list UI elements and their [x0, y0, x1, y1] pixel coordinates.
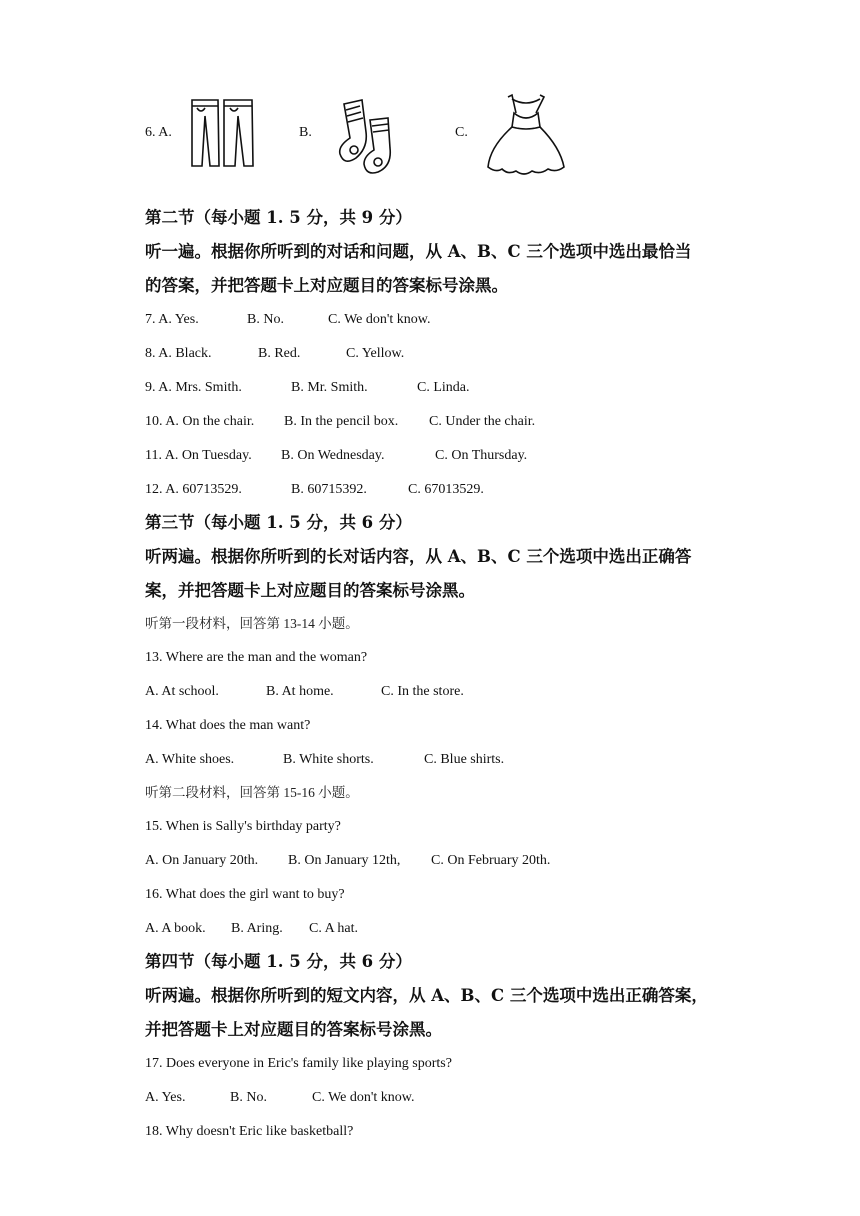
q13-option-b: B. At home. — [266, 684, 334, 699]
q16-question: 16. What does the girl want to buy? — [145, 887, 345, 902]
q12-option-b: B. 60715392. — [291, 482, 367, 497]
q18-question: 18. Why doesn't Eric like basketball? — [145, 1124, 354, 1139]
q15-option-a: A. On January 20th. — [145, 853, 259, 868]
dress-icon — [484, 93, 568, 179]
q8-option-c: C. Yellow. — [346, 346, 405, 361]
q15-question: 15. When is Sally's birthday party? — [145, 819, 341, 834]
section3-title: 第三节（每小题 1. 5 分，共 6 分） — [145, 513, 412, 532]
q16-option-b: B. Aring. — [231, 921, 283, 936]
section4-instruction-1: 听两遍。根据你所听到的短文内容，从 A、B、C 三个选项中选出正确答案， — [145, 986, 708, 1005]
q13-option-a: A. At school. — [145, 684, 219, 699]
q6-option-c: C. — [455, 125, 468, 140]
q14-option-c: C. Blue shirts. — [424, 752, 505, 767]
question-17-options — [145, 1089, 415, 1107]
q14-question: 14. What does the man want? — [145, 718, 311, 733]
socks-icon — [334, 98, 396, 176]
q16-option-a: A. A book. — [145, 921, 206, 936]
q14-option-b: B. White shorts. — [283, 752, 374, 767]
section3-instruction-1: 听两遍。根据你所听到的长对话内容，从 A、B、C 三个选项中选出正确答 — [145, 547, 692, 566]
q17-option-a: A. Yes. — [145, 1090, 186, 1105]
q9-option-a: 9. A. Mrs. Smith. — [145, 380, 242, 395]
q11-option-b: B. On Wednesday. — [281, 448, 385, 463]
q7-option-b: B. No. — [247, 312, 284, 327]
q14-option-a: A. White shoes. — [145, 752, 235, 767]
section4-title: 第四节（每小题 1. 5 分，共 6 分） — [145, 952, 412, 971]
question-10 — [145, 413, 535, 431]
q6-option-b: B. — [299, 125, 312, 140]
question-14-options — [145, 751, 504, 769]
section3-note-2: 听第二段材料，回答第 15-16 小题。 — [145, 785, 359, 800]
q10-option-c: C. Under the chair. — [429, 414, 536, 429]
q16-option-c: C. A hat. — [309, 921, 359, 936]
question-15-options — [145, 852, 550, 870]
trousers-icon — [188, 96, 256, 170]
q13-option-c: C. In the store. — [381, 684, 464, 699]
section2-instruction-1: 听一遍。根据你所听到的对话和问题，从 A、B、C 三个选项中选出最恰当 — [145, 242, 692, 261]
q17-option-b: B. No. — [230, 1090, 267, 1105]
question-12 — [145, 481, 484, 499]
q8-option-b: B. Red. — [258, 346, 301, 361]
q6-label: 6. A. — [145, 125, 172, 140]
q7-option-c: C. We don't know. — [328, 312, 431, 327]
question-11 — [145, 447, 527, 465]
q11-option-c: C. On Thursday. — [435, 448, 528, 463]
question-16-options — [145, 920, 358, 938]
question-7 — [145, 311, 431, 329]
section3-note-1: 听第一段材料，回答第 13-14 小题。 — [145, 616, 359, 631]
q15-option-c: C. On February 20th. — [431, 853, 551, 868]
q17-question: 17. Does everyone in Eric's family like playing sports? — [145, 1056, 452, 1071]
section4-instruction-2: 并把答题卡上对应题目的答案标号涂黑。 — [145, 1020, 442, 1039]
section3-instruction-2: 案，并把答题卡上对应题目的答案标号涂黑。 — [145, 581, 475, 600]
q12-option-c: C. 67013529. — [408, 482, 484, 497]
q11-option-a: 11. A. On Tuesday. — [145, 448, 252, 463]
question-8 — [145, 345, 404, 363]
q10-option-b: B. In the pencil box. — [284, 414, 399, 429]
section2-title: 第二节（每小题 1. 5 分，共 9 分） — [145, 208, 412, 227]
q12-option-a: 12. A. 60713529. — [145, 482, 242, 497]
q10-option-a: 10. A. On the chair. — [145, 414, 255, 429]
q15-option-b: B. On January 12th, — [288, 853, 401, 868]
question-13-options — [145, 683, 464, 701]
section2-instruction-2: 的答案，并把答题卡上对应题目的答案标号涂黑。 — [145, 276, 508, 295]
q8-option-a: 8. A. Black. — [145, 346, 212, 361]
q17-option-c: C. We don't know. — [312, 1090, 415, 1105]
question-9 — [145, 379, 470, 397]
q9-option-b: B. Mr. Smith. — [291, 380, 368, 395]
q9-option-c: C. Linda. — [417, 380, 470, 395]
q13-question: 13. Where are the man and the woman? — [145, 650, 368, 665]
q7-option-a: 7. A. Yes. — [145, 312, 199, 327]
